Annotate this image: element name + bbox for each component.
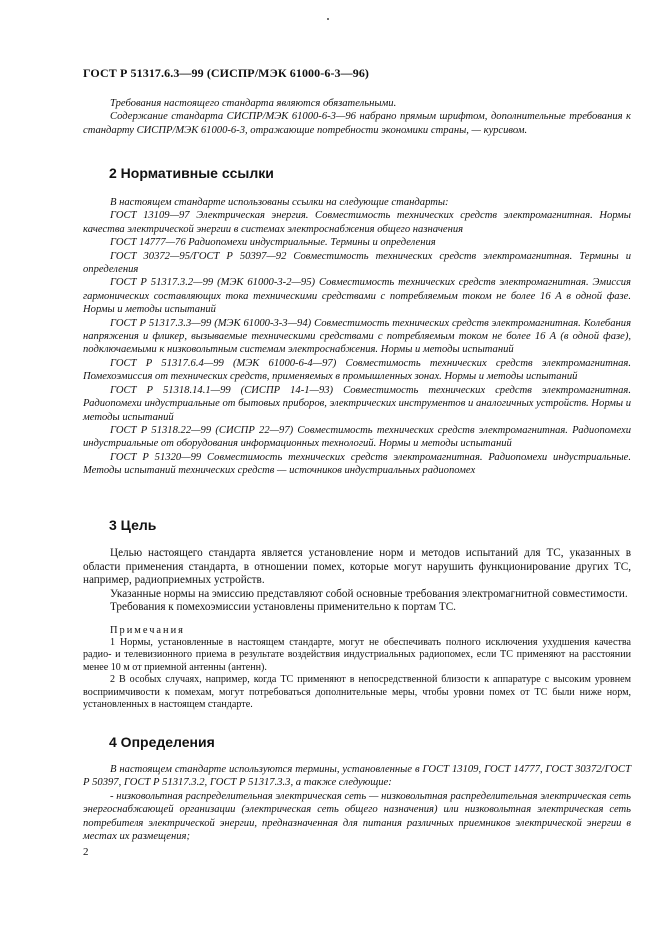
page-number: 2 xyxy=(83,846,89,858)
section-3-body xyxy=(83,547,631,711)
purpose-paragraph: Целью настоящего стандарта является установление норм и методов испытаний для ТС, указанных в области применения стандарта, в отношении помех, которые могут нарушить функционирование других ТС, например, радиоприемных устройств. xyxy=(83,547,631,587)
reference-paragraph: ГОСТ Р 51320—99 Совместимость технических средств электромагнитная. Радиопомехи индустриальные. Методы испытаний технических средств — источников индустриальных радиопомех xyxy=(83,451,631,477)
reference-paragraph: ГОСТ Р 51318.22—99 (СИСПР 22—97) Совместимость технических средств электромагнитная. Радиопомехи индустриальные от оборудования информационных технологий. Нормы и методы испытаний xyxy=(83,424,631,450)
intro-paragraph: Требования настоящего стандарта являются обязательными. xyxy=(110,98,397,109)
note-paragraph: 2 В особых случаях, например, когда ТС применяют в непосредственной близости к аппаратуре с высоким уровнем восприимчивости к помехам, могут потребоваться дополнительные меры, чтобы уровни помех от ТС были ниже норм, установленных в настоящем стандарте. xyxy=(83,674,631,710)
section-3-title: 3 Цель xyxy=(109,517,157,533)
notes-title: Примечания xyxy=(110,624,185,636)
note-paragraph: 1 Нормы, установленные в настоящем стандарте, могут не обеспечивать полного исключения ухудшения качества радио- и телевизионного приема в результате воздействия индустриальных радиопомех, если ТС применяют на расстоянии менее 10 м от приемной антенны (антенн). xyxy=(83,636,631,673)
section-2-body xyxy=(83,196,631,478)
section-2-title: 2 Нормативные ссылки xyxy=(109,165,274,181)
definition-paragraph: В настоящем стандарте используются термины, установленные в ГОСТ 13109, ГОСТ 14777, ГОСТ 30372/ГОСТ Р 50397, ГОСТ Р 51317.3.2, ГОСТ Р 51317.3.3, а также следующие: xyxy=(83,764,631,789)
reference-paragraph: ГОСТ 14777—76 Радиопомехи индустриальные. Термины и определения xyxy=(110,237,436,249)
reference-paragraph: ГОСТ 13109—97 Электрическая энергия. Совместимость технических средств электромагнитная. Нормы качества электрической энергии в системах электроснабжения общего назначения xyxy=(83,210,631,235)
reference-paragraph: В настоящем стандарте использованы ссылки на следующие стандарты: xyxy=(110,197,449,208)
reference-paragraph: ГОСТ Р 51318.14.1—99 (СИСПР 14-1—93) Совместимость технических средств электромагнитная. Радиопомехи индустриальные от бытовых приборов, электрических инструментов и аналогичных устройств. Нормы и методы испытаний xyxy=(83,384,631,423)
definition-paragraph: - низковольтная распределительная электрическая сеть — низковольтная распределительная электрическая сеть энергоснабжающей организации (электрическая сеть общего назначения) или низковольтная электрическая сеть потребителя электрической энергии, предназначенная для питания различных приемников электрической энергии в местах их размещения; xyxy=(83,790,631,843)
purpose-paragraph: Требования к помехоэмиссии установлены применительно к портам ТС. xyxy=(110,601,456,614)
reference-paragraph: ГОСТ 30372—95/ГОСТ Р 50397—92 Совместимость технических средств электромагнитная. Термины и определения xyxy=(83,250,631,276)
section-4-title: 4 Определения xyxy=(109,734,215,750)
section-4-body xyxy=(83,763,631,843)
reference-paragraph: ГОСТ Р 51317.6.4—99 (МЭК 61000-6-4—97) Совместимость технических средств электромагнитная. Помехоэмиссия от технических средств, применяемых в промышленных зонах. Нормы и методы испытаний xyxy=(83,357,631,383)
reference-paragraph: ГОСТ Р 51317.3.2—99 (МЭК 61000-3-2—95) Совместимость технических средств электромагнитная. Эмиссия гармонических составляющих тока техническими средствами с потребляемым током не более 16 А в одной фазе. Нормы и методы испытаний xyxy=(83,277,631,316)
scan-dot xyxy=(327,18,329,20)
reference-paragraph: ГОСТ Р 51317.3.3—99 (МЭК 61000-3-3—94) Совместимость технических средств электромагнитная. Колебания напряжения и фликер, вызываемые техническими средствами с потребляемым током не более 16 А (в одной фазе), подключаемыми к низковольтным системам электроснабжения. Нормы и методы испытаний xyxy=(83,317,631,356)
purpose-paragraph: Указанные нормы на эмиссию представляют собой основные требования электромагнитной совместимости. xyxy=(110,587,628,600)
document-header: ГОСТ Р 51317.6.3—99 (СИСПР/МЭК 61000-6-3—96) xyxy=(83,66,370,80)
intro-block xyxy=(83,97,631,137)
intro-paragraph: Содержание стандарта СИСПР/МЭК 61000-6-3—96 набрано прямым шрифтом, дополнительные требования к стандарту СИСПР/МЭК 61000-6-3, отражающие потребности экономики страны, — курсивом. xyxy=(83,111,631,136)
